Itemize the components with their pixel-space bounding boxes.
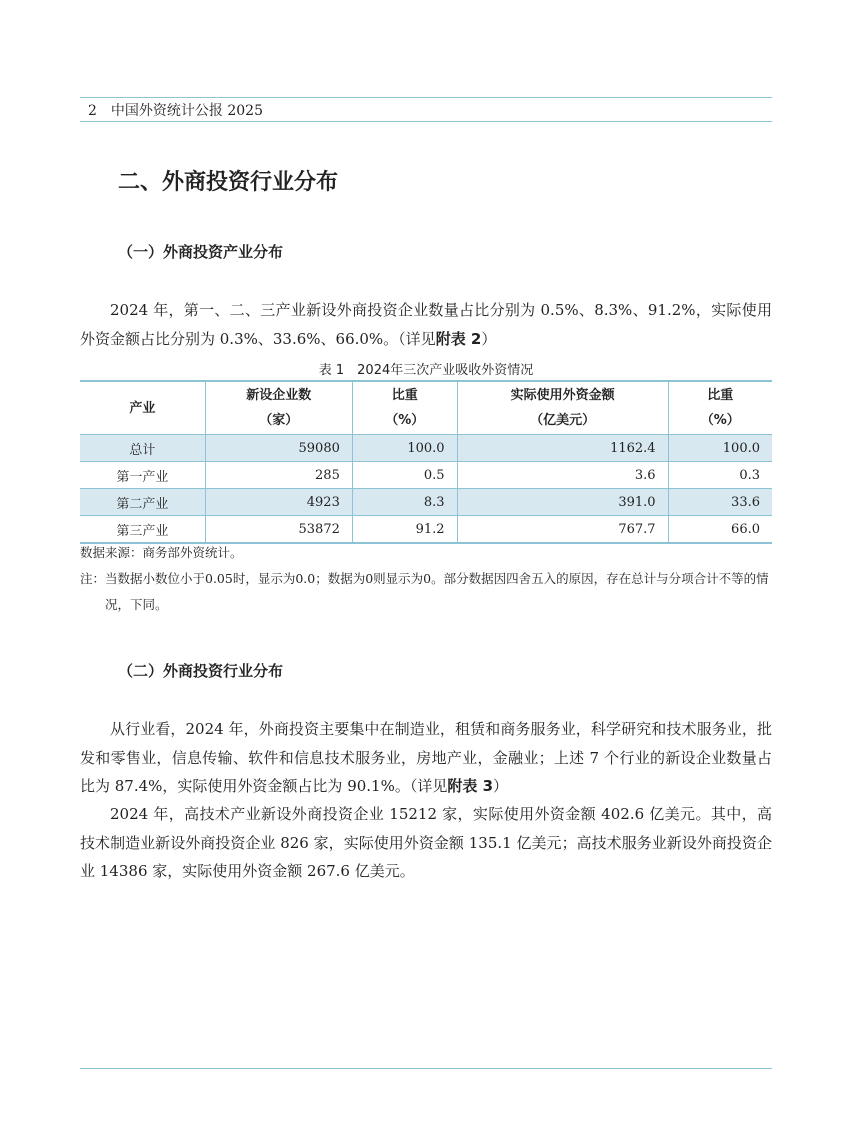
header-rule-bottom <box>80 121 772 122</box>
column-header-line: 比重 <box>391 388 418 403</box>
table-cell: 4923 <box>205 489 352 516</box>
running-head <box>88 100 277 120</box>
column-header-line: 新设企业数 <box>246 388 312 403</box>
subsection-title-2: （二）外商投资行业分布 <box>118 662 284 680</box>
appendix-ref: 附表 3 <box>447 777 494 795</box>
table-cell: 100.0 <box>668 435 772 462</box>
table-cell: 第一产业 <box>80 462 205 489</box>
table-header-row <box>80 381 772 435</box>
table-row <box>80 516 772 544</box>
table-cell: 66.0 <box>668 516 772 544</box>
table-title: 表 1 2024年三次产业吸收外资情况 <box>318 363 534 378</box>
column-header <box>352 381 457 435</box>
section-title: 二、外商投资行业分布 <box>118 170 339 195</box>
table-cell: 767.7 <box>457 516 668 544</box>
footer-rule <box>80 1068 772 1069</box>
table-cell: 1162.4 <box>457 435 668 462</box>
paragraph-industry-distribution <box>80 296 772 353</box>
paragraph-high-tech: 2024 年，高技术产业新设外商投资企业 15212 家，实际使用外资金额 402.6 亿美元。其中，高技术制造业新设外商投资企业 826 家，实际使用外资金额 135.1 亿美元；高技术服务业新设外商投资企业 14386 家，实际使用外资金额 267.6 亿美元。 <box>80 805 772 880</box>
column-header <box>668 381 772 435</box>
column-header-line: （%） <box>385 413 425 428</box>
table-cell: 53872 <box>205 516 352 544</box>
table-cell: 391.0 <box>457 489 668 516</box>
paragraph-end: ） <box>481 329 497 348</box>
column-header-line: （%） <box>700 413 740 428</box>
table-cell: 91.2 <box>352 516 457 544</box>
paragraph-end: ） <box>493 777 509 795</box>
table-cell: 0.3 <box>668 462 772 489</box>
column-header-line: （亿美元） <box>530 413 596 428</box>
table-cell: 33.6 <box>668 489 772 516</box>
industry-table <box>80 380 772 544</box>
table-cell: 8.3 <box>352 489 457 516</box>
table-cell: 第三产业 <box>80 516 205 544</box>
publication-title: 中国外资统计公报 2025 <box>110 103 264 119</box>
table-cell: 100.0 <box>352 435 457 462</box>
column-header <box>457 381 668 435</box>
table-cell: 285 <box>205 462 352 489</box>
table-cell: 第二产业 <box>80 489 205 516</box>
column-header-line: 比重 <box>707 388 734 403</box>
table-cell: 总计 <box>80 435 205 462</box>
appendix-ref: 附表 2 <box>435 329 482 348</box>
paragraph-sector-distribution <box>80 715 772 801</box>
subsection-title-1: （一）外商投资产业分布 <box>118 243 284 261</box>
table-body <box>80 435 772 544</box>
paragraph-text: 从行业看，2024 年，外商投资主要集中在制造业，租赁和商务服务业，科学研究和技术服务业，批发和零售业，信息传输、软件和信息技术服务业，房地产业，金融业；上述 7 个行业的新设企业数量占比为 87.4%，实际使用外资金额占比为 90.1%。（详见 <box>80 720 772 795</box>
footnote <box>80 566 772 618</box>
page-number: 2 <box>88 103 97 119</box>
header-rule-top <box>80 97 772 98</box>
paragraph-text: 2024 年，第一、二、三产业新设外商投资企业数量占比分别为 0.5%、8.3%、91.2%，实际使用外资金额占比分别为 0.3%、33.6%、66.0%。（详见 <box>80 301 772 348</box>
table-row <box>80 462 772 489</box>
footnote-text: 注：当数据小数位小于0.05时，显示为0.0；数据为0则显示为0。部分数据因四舍五入的原因，存在总计与分项合计不等的情况，下同。 <box>80 571 769 612</box>
table-row <box>80 435 772 462</box>
source-note: 数据来源：商务部外资统计。 <box>80 545 243 560</box>
column-header-line: 产业 <box>129 400 156 416</box>
column-header-line: （家） <box>259 413 299 428</box>
column-header <box>205 381 352 435</box>
table-row <box>80 489 772 516</box>
table-cell: 0.5 <box>352 462 457 489</box>
column-header-line: 实际使用外资金额 <box>510 388 615 403</box>
column-header <box>80 381 205 435</box>
table-cell: 3.6 <box>457 462 668 489</box>
table-cell: 59080 <box>205 435 352 462</box>
